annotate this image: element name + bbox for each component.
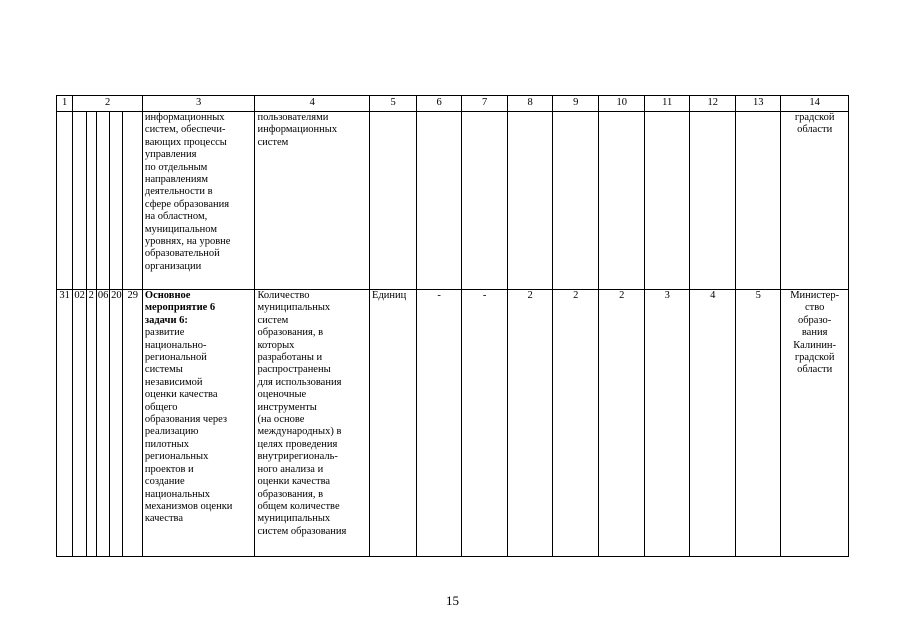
cell-indicator: Количество муниципальных систем образования, в которых разработаны и распространены для использования оценочные инструменты (на основе международных) в целях проведения внутрирегиональ- ного анализа и оценки качества образования, в общем количестве муниципальных систем образования — [255, 290, 370, 557]
cell-empty — [417, 112, 462, 290]
cell-empty — [508, 112, 553, 290]
cell-empty — [123, 112, 142, 290]
cell-executor: градской области — [781, 112, 849, 290]
header-col-8: 8 — [508, 96, 553, 112]
cell-value: - — [417, 290, 462, 557]
cell-value: 2 — [508, 290, 553, 557]
cell-empty — [96, 112, 109, 290]
header-col-1: 1 — [57, 96, 73, 112]
header-col-12: 12 — [690, 96, 736, 112]
cell-empty — [73, 112, 86, 290]
code-part: 31 — [57, 290, 73, 557]
cell-value: 5 — [736, 290, 781, 557]
header-col-3: 3 — [142, 96, 255, 112]
table-row-continued — [57, 112, 849, 290]
cell-empty — [370, 112, 417, 290]
cell-value: 3 — [645, 290, 690, 557]
header-row — [57, 96, 849, 112]
cell-empty — [736, 112, 781, 290]
header-col-11: 11 — [645, 96, 690, 112]
cell-empty — [553, 112, 599, 290]
page-number: 15 — [446, 593, 459, 608]
measure-title-text: развитие национально- региональной системы независимой оценки качества общего образования через реализацию пилотных региональных проектов и создание национальных механизмов оценки качества — [144, 327, 233, 525]
cell-value: 2 — [599, 290, 645, 557]
header-col-13: 13 — [736, 96, 781, 112]
cell-value: 4 — [690, 290, 736, 557]
header-col-5: 5 — [370, 96, 417, 112]
measure-title-bold: Основное мероприятие 6 задачи 6: — [144, 290, 216, 326]
cell-value: - — [462, 290, 508, 557]
cell-measure-description: информационных систем, обеспечи- вающих процессы управления по отдельным направлениям деятельности в сфере образования на областном, муниципальном уровнях, на уровне образовательной организации — [142, 112, 255, 290]
header-col-7: 7 — [462, 96, 508, 112]
code-part: 29 — [123, 290, 142, 557]
header-col-10: 10 — [599, 96, 645, 112]
cell-empty — [645, 112, 690, 290]
table-row-31 — [57, 290, 849, 557]
cell-indicator-description: пользователями информационных систем — [255, 112, 370, 290]
cell-empty — [110, 112, 123, 290]
cell-empty — [57, 112, 73, 290]
code-part: 02 — [73, 290, 86, 557]
code-part: 06 — [96, 290, 109, 557]
header-col-2: 2 — [73, 96, 143, 112]
header-col-9: 9 — [553, 96, 599, 112]
cell-measure-title — [142, 290, 255, 557]
header-col-14: 14 — [781, 96, 849, 112]
header-col-4: 4 — [255, 96, 370, 112]
code-part: 2 — [86, 290, 96, 557]
cell-empty — [690, 112, 736, 290]
program-table — [56, 95, 849, 557]
cell-unit: Единиц — [370, 290, 417, 557]
cell-empty — [86, 112, 96, 290]
header-col-6: 6 — [417, 96, 462, 112]
cell-empty — [462, 112, 508, 290]
cell-empty — [599, 112, 645, 290]
cell-executor: Министер- ство образо- вания Калинин- градской области — [781, 290, 849, 557]
code-part: 20 — [110, 290, 123, 557]
cell-value: 2 — [553, 290, 599, 557]
